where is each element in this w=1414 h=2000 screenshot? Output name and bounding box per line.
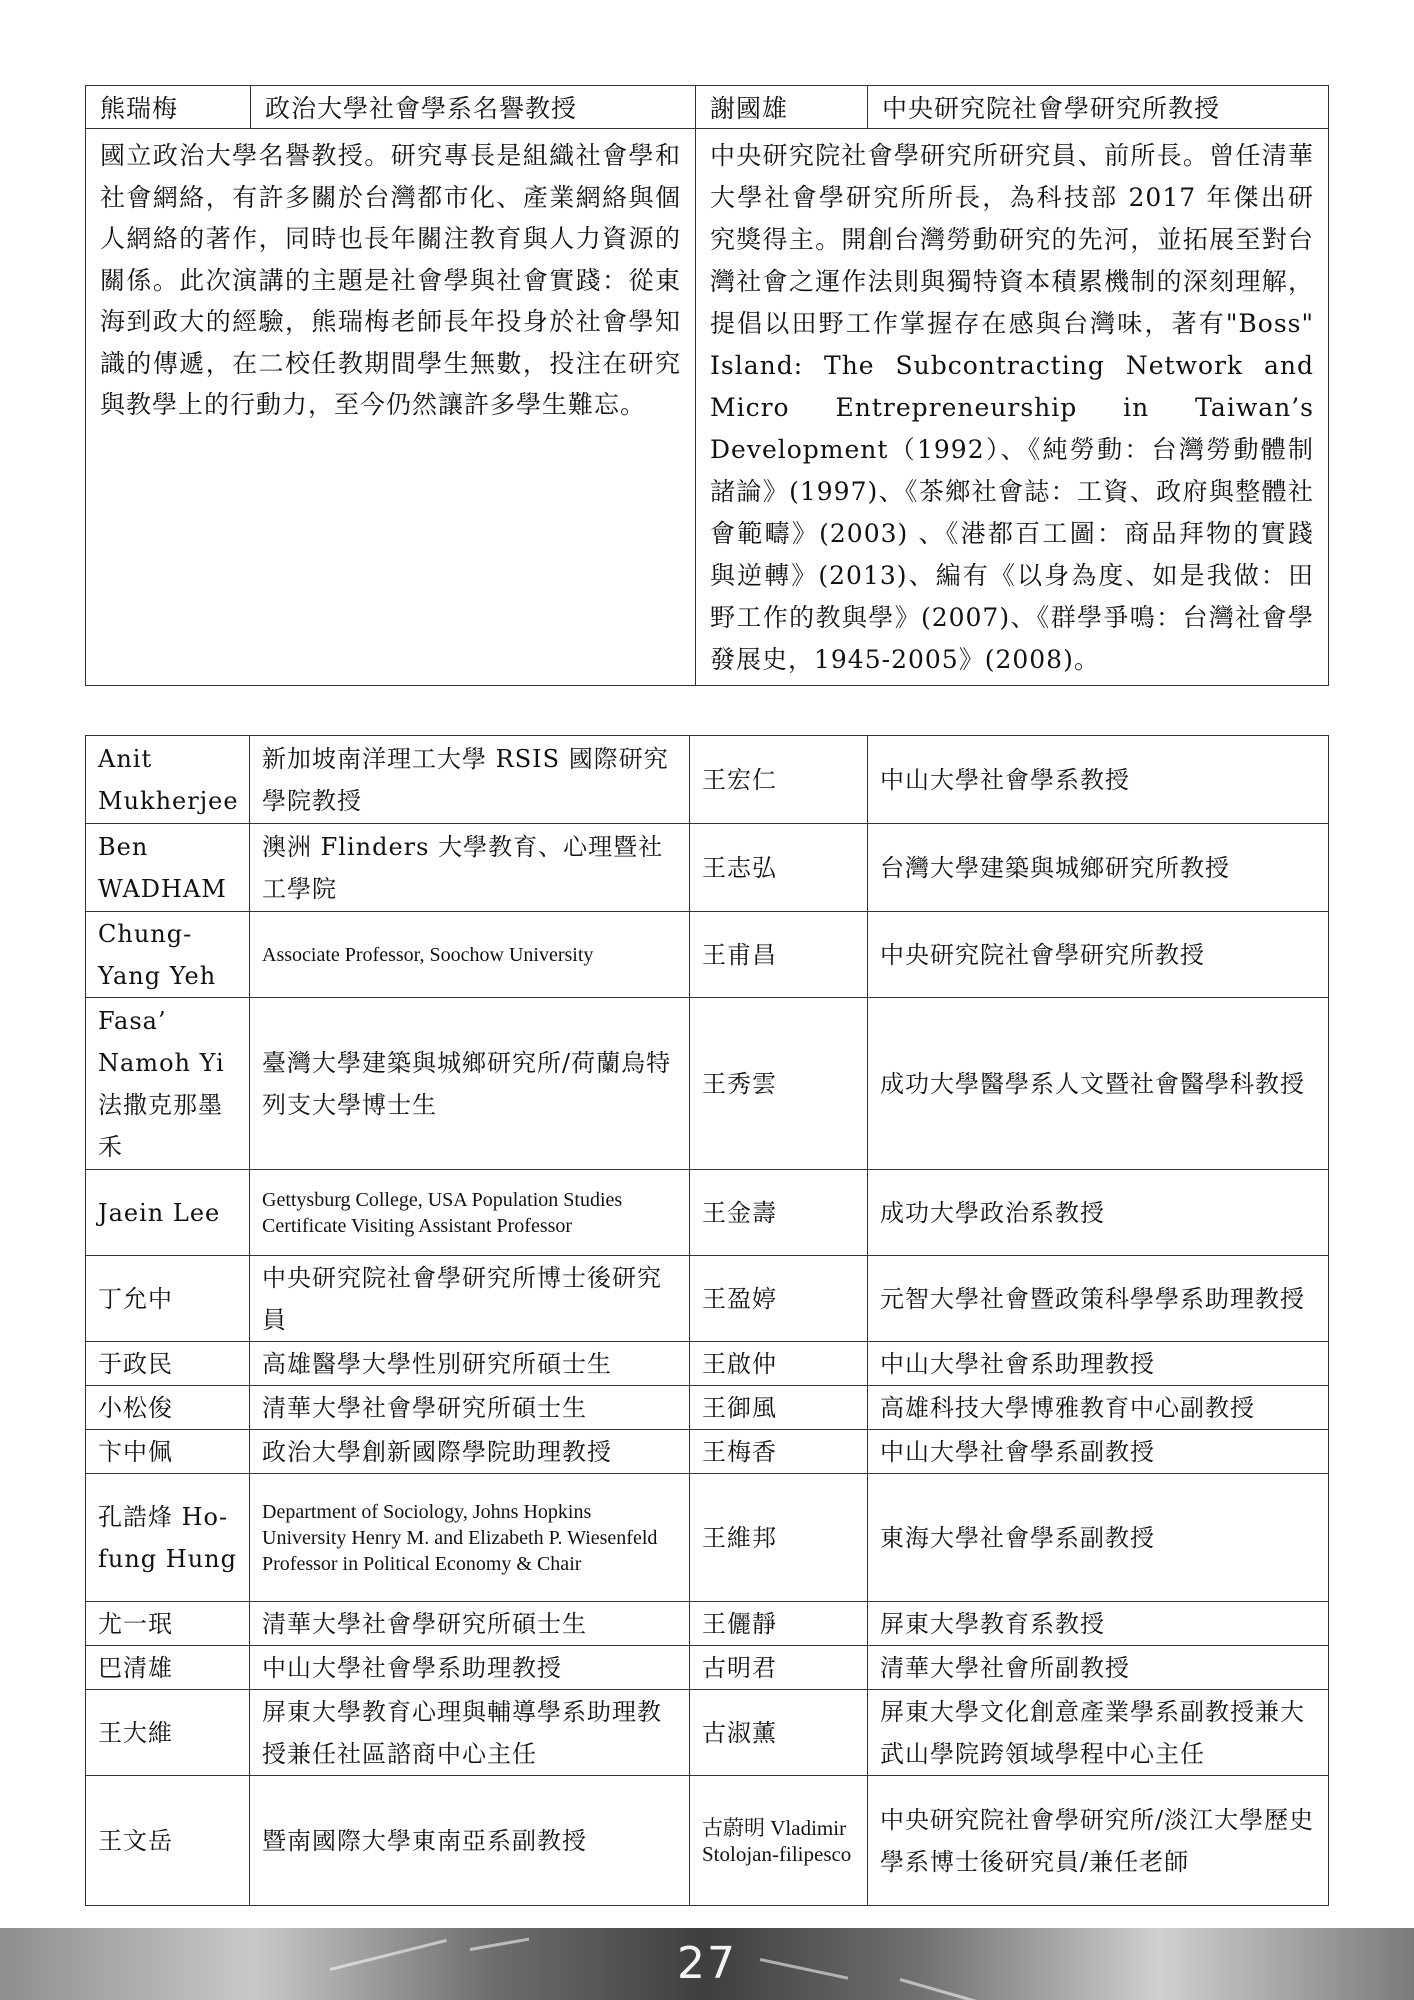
participant-affiliation: 元智大學社會暨政策科學學系助理教授	[868, 1256, 1329, 1342]
participant-name: Ben WADHAM	[86, 824, 250, 912]
speaker-bio-right: 中央研究院社會學研究所研究員、前所長。曾任清華大學社會學研究所所長，為科技部 2017 年傑出研究獎得主。開創台灣勞動研究的先河，並拓展至對台灣社會之運作法則與獨特資本積累機制的深刻理解，提倡以田野工作掌握存在感與台灣味，著有"Boss" Island: The Subcontracting Network and Micro Entrepreneurship in Taiwan’s Development（1992）、《純勞動：台灣勞動體制諸論》(1997)、《茶鄉社會誌：工資、政府與整體社會範疇》(2003) 、《港都百工圖：商品拜物的實踐與逆轉》(2013)、編有《以身為度、如是我做：田野工作的教與學》(2007)、《群學爭鳴：台灣社會學發展史，1945-2005》(2008)。	[696, 129, 1329, 686]
participant-name: 于政民	[86, 1342, 250, 1386]
participant-name: 王宏仁	[690, 736, 868, 824]
participant-name: 卞中佩	[86, 1430, 250, 1474]
participant-affiliation: Associate Professor, Soochow University	[250, 912, 690, 998]
participant-affiliation: 高雄醫學大學性別研究所碩士生	[250, 1342, 690, 1386]
participant-name: 小松俊	[86, 1386, 250, 1430]
participant-name: 王大維	[86, 1690, 250, 1776]
participant-name: 巴清雄	[86, 1646, 250, 1690]
participant-name: 王金壽	[690, 1170, 868, 1256]
participant-affiliation: 中央研究院社會學研究所博士後研究員	[250, 1256, 690, 1342]
participant-name: Anit Mukherjee	[86, 736, 250, 824]
roster-row	[86, 1474, 1329, 1602]
participant-affiliation: 清華大學社會所副教授	[868, 1646, 1329, 1690]
participant-affiliation: Gettysburg College, USA Population Studies Certificate Visiting Assistant Professor	[250, 1170, 690, 1256]
participant-affiliation: 台灣大學建築與城鄉研究所教授	[868, 824, 1329, 912]
participant-name: 王甫昌	[690, 912, 868, 998]
participant-name: 王儷靜	[690, 1602, 868, 1646]
participant-name: 王志弘	[690, 824, 868, 912]
participant-affiliation: 高雄科技大學博雅教育中心副教授	[868, 1386, 1329, 1430]
roster-row	[86, 998, 1329, 1170]
roster-row	[86, 736, 1329, 824]
roster-row	[86, 912, 1329, 998]
participant-affiliation: 屏東大學教育心理與輔導學系助理教授兼任社區諮商中心主任	[250, 1690, 690, 1776]
participant-name: Fasa’ Namoh Yi 法撒克那墨禾	[86, 998, 250, 1170]
participant-name: 王啟仲	[690, 1342, 868, 1386]
participant-name: 古明君	[690, 1646, 868, 1690]
participant-name: Jaein Lee	[86, 1170, 250, 1256]
participant-affiliation: 中山大學社會學系助理教授	[250, 1646, 690, 1690]
participant-affiliation: 東海大學社會學系副教授	[868, 1474, 1329, 1602]
speaker-title-left: 政治大學社會學系名譽教授	[251, 86, 696, 129]
roster-row	[86, 1776, 1329, 1906]
roster-row	[86, 1430, 1329, 1474]
participant-name: Chung-Yang Yeh	[86, 912, 250, 998]
participant-name: 孔誥烽 Ho-fung Hung	[86, 1474, 250, 1602]
participant-name: 丁允中	[86, 1256, 250, 1342]
roster-row	[86, 1386, 1329, 1430]
participant-name: 王梅香	[690, 1430, 868, 1474]
participant-affiliation: 成功大學政治系教授	[868, 1170, 1329, 1256]
roster-row	[86, 1256, 1329, 1342]
participant-affiliation: 清華大學社會學研究所碩士生	[250, 1602, 690, 1646]
participant-name: 尤一珉	[86, 1602, 250, 1646]
participant-name: 古蔚明 Vladimir Stolojan-filipesco	[690, 1776, 868, 1906]
participant-roster-table	[85, 735, 1329, 1906]
participant-affiliation: 中央研究院社會學研究所/淡江大學歷史學系博士後研究員/兼任老師	[868, 1776, 1329, 1906]
page-footer-band	[0, 1928, 1414, 2000]
roster-row	[86, 1170, 1329, 1256]
participant-affiliation: 澳洲 Flinders 大學教育、心理暨社工學院	[250, 824, 690, 912]
participant-name: 王文岳	[86, 1776, 250, 1906]
participant-affiliation: 成功大學醫學系人文暨社會醫學科教授	[868, 998, 1329, 1170]
speaker-title-right: 中央研究院社會學研究所教授	[868, 86, 1329, 129]
participant-name: 王御風	[690, 1386, 868, 1430]
page-number: 27	[677, 1938, 737, 1989]
speaker-bio-table	[85, 85, 1329, 686]
participant-name: 王秀雲	[690, 998, 868, 1170]
roster-row	[86, 1342, 1329, 1386]
participant-affiliation: 臺灣大學建築與城鄉研究所/荷蘭烏特列支大學博士生	[250, 998, 690, 1170]
participant-affiliation: 中山大學社會系助理教授	[868, 1342, 1329, 1386]
roster-row	[86, 824, 1329, 912]
participant-name: 王維邦	[690, 1474, 868, 1602]
roster-row	[86, 1602, 1329, 1646]
participant-affiliation: 中山大學社會學系教授	[868, 736, 1329, 824]
participant-affiliation: 政治大學創新國際學院助理教授	[250, 1430, 690, 1474]
roster-row	[86, 1690, 1329, 1776]
participant-affiliation: Department of Sociology, Johns Hopkins University Henry M. and Elizabeth P. Wiesenfeld Professor in Political Economy & Chair	[250, 1474, 690, 1602]
roster-row	[86, 1646, 1329, 1690]
speaker-name-right: 謝國雄	[696, 86, 868, 129]
participant-affiliation: 暨南國際大學東南亞系副教授	[250, 1776, 690, 1906]
participant-affiliation: 新加坡南洋理工大學 RSIS 國際研究學院教授	[250, 736, 690, 824]
speaker-name-left: 熊瑞梅	[86, 86, 251, 129]
participant-affiliation: 中山大學社會學系副教授	[868, 1430, 1329, 1474]
participant-affiliation: 清華大學社會學研究所碩士生	[250, 1386, 690, 1430]
speaker-bio-left: 國立政治大學名譽教授。研究專長是組織社會學和社會網絡，有許多關於台灣都市化、產業網絡與個人網絡的著作，同時也長年關注教育與人力資源的關係。此次演講的主題是社會學與社會實踐：從東海到政大的經驗，熊瑞梅老師長年投身於社會學知識的傳遞，在二校任教期間學生無數，投注在研究與教學上的行動力，至今仍然讓許多學生難忘。	[86, 129, 696, 686]
participant-name: 古淑薰	[690, 1690, 868, 1776]
participant-affiliation: 屏東大學文化創意產業學系副教授兼大武山學院跨領域學程中心主任	[868, 1690, 1329, 1776]
participant-affiliation: 屏東大學教育系教授	[868, 1602, 1329, 1646]
participant-name: 王盈婷	[690, 1256, 868, 1342]
participant-affiliation: 中央研究院社會學研究所教授	[868, 912, 1329, 998]
